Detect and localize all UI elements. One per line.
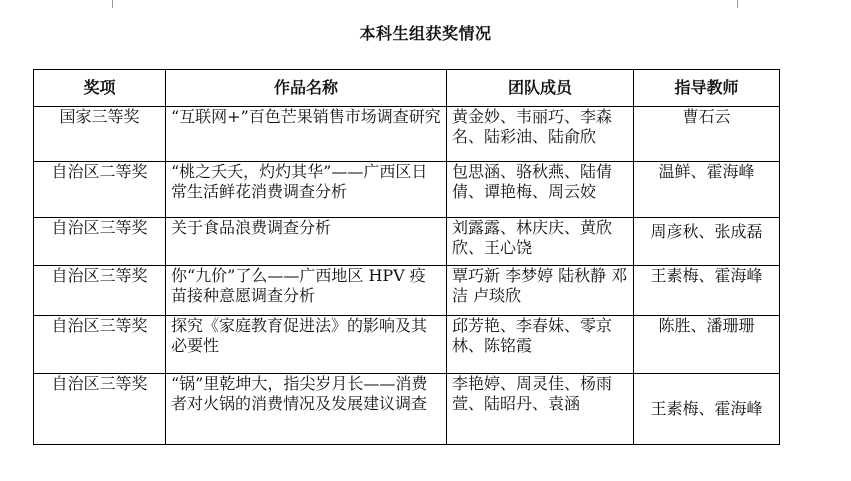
page-corner-mark-right [737,0,738,8]
advisor-cell: 王素梅、霍海峰 [634,374,780,445]
advisor-cell: 周彦秋、张成磊 [634,218,780,266]
table-row [34,218,780,266]
award-cell: 自治区三等奖 [34,218,166,266]
table-row [34,374,780,445]
advisor-cell: 王素梅、霍海峰 [634,266,780,316]
award-cell: 自治区三等奖 [34,266,166,316]
team-members-cell: 刘露露、林庆庆、黄欣欣、王心饶 [447,218,634,266]
award-cell: 国家三等奖 [34,107,166,162]
header-award: 奖项 [34,70,166,107]
header-team-members: 团队成员 [447,70,634,107]
work-title-cell: 你“九价”了么——广西地区 HPV 疫苗接种意愿调查分析 [166,266,447,316]
team-members-cell: 李艳婷、周灵佳、杨雨萱、陆昭丹、袁涵 [447,374,634,445]
award-cell: 自治区二等奖 [34,162,166,218]
award-cell: 自治区三等奖 [34,374,166,445]
team-members-cell: 邱芳艳、李春妹、零京林、陈铭霞 [447,316,634,374]
table-header-row [34,70,780,107]
table-row [34,316,780,374]
page-title: 本科生组获奖情况 [359,24,492,43]
team-members-cell: 黄金妙、韦丽巧、李森名、陆彩油、陆俞欣 [447,107,634,162]
advisor-cell: 温鲜、霍海峰 [634,162,780,218]
work-title-cell: 关于食品浪费调查分析 [166,218,447,266]
page-corner-mark-left [112,0,113,8]
header-work-title: 作品名称 [166,70,447,107]
work-title-cell: “桃之夭夭，灼灼其华”——广西区日常生活鲜花消费调查分析 [166,162,447,218]
advisor-cell: 陈胜、潘珊珊 [634,316,780,374]
work-title-cell: “互联网+”百色芒果销售市场调查研究 [166,107,447,162]
header-advisor: 指导教师 [634,70,780,107]
table-row [34,266,780,316]
table-row [34,107,780,162]
award-cell: 自治区三等奖 [34,316,166,374]
awards-table [33,69,780,445]
team-members-cell: 覃巧新 李梦婷 陆秋静 邓洁 卢琰欣 [447,266,634,316]
team-members-cell: 包思涵、骆秋燕、陆倩倩、谭艳梅、周云姣 [447,162,634,218]
work-title-cell: “锅”里乾坤大，指尖岁月长——消费者对火锅的消费情况及发展建议调查 [166,374,447,445]
advisor-cell: 曹石云 [634,107,780,162]
work-title-cell: 探究《家庭教育促进法》的影响及其必要性 [166,316,447,374]
table-row [34,162,780,218]
